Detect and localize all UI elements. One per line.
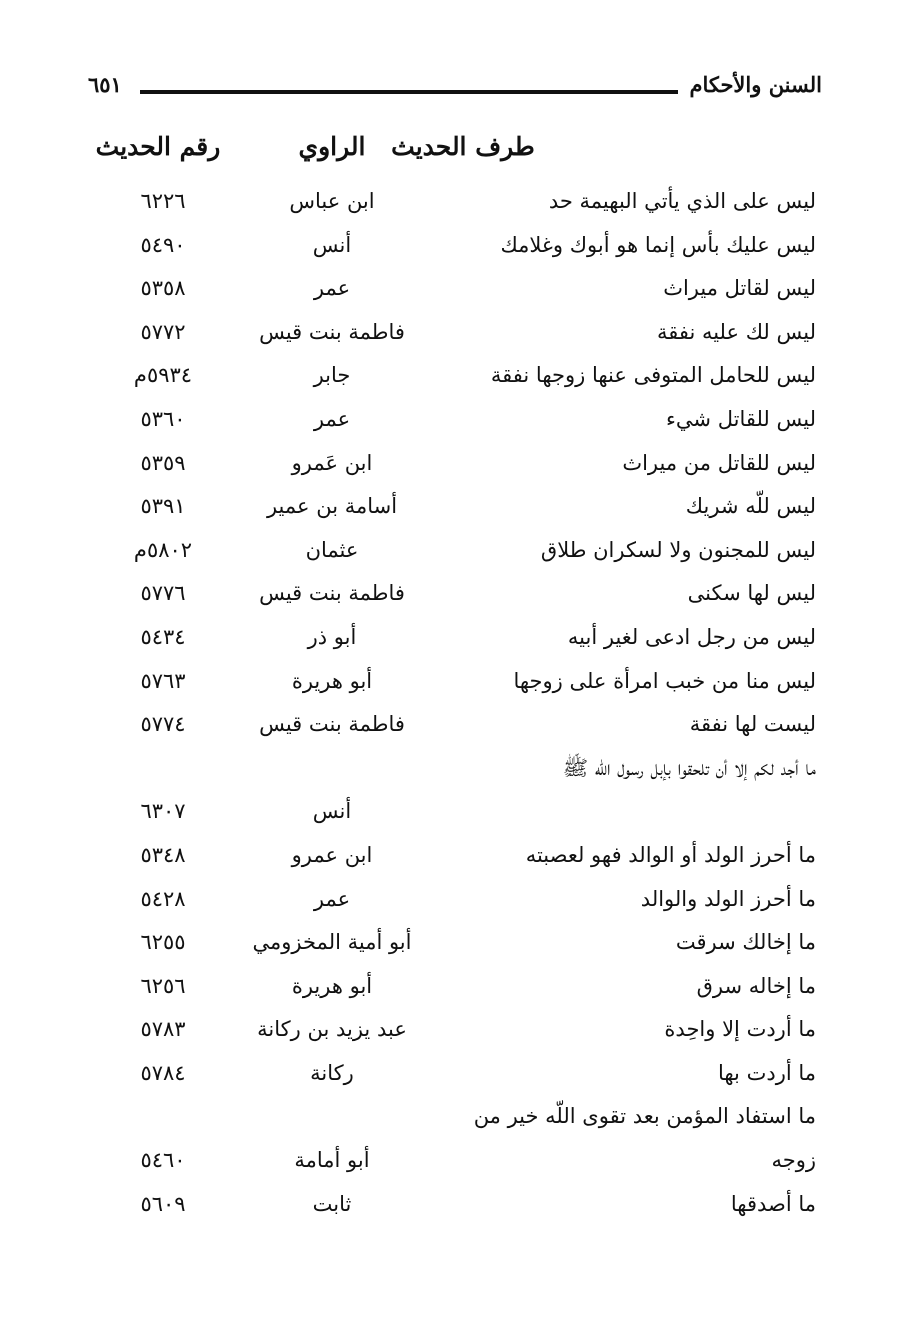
hadith-text: ما إخاله سرق	[696, 973, 816, 998]
table-row	[88, 1095, 822, 1182]
hadith-number: ٥٣٤٨	[140, 842, 186, 867]
narrator-name: فاطمة بنت قيس	[259, 581, 405, 606]
narrator-name: أسامة بن عمير	[266, 494, 398, 519]
hadith-number: ٥٧٧٤	[140, 712, 186, 737]
hadith-number: ٥٨٠٢م	[133, 537, 193, 562]
hadith-number: ٥٧٦٣	[140, 668, 186, 693]
narrator-name: عمر	[313, 886, 351, 911]
table-row	[88, 1052, 822, 1096]
hadith-text: ما إخالك سرقت	[675, 930, 816, 955]
hadith-text: ليس عليك بأس إنما هو أبوك وغلامك	[500, 232, 816, 257]
page-header	[88, 68, 822, 108]
column-header-hadith-start: طرف الحديث	[391, 132, 535, 161]
hadith-number: ٦٢٢٦	[140, 189, 186, 213]
hadith-text: ليس لك عليه نفقة	[656, 319, 816, 344]
hadith-text: ليس لها سكنى	[687, 581, 816, 606]
hadith-text: ليس للقاتل شيء	[666, 406, 816, 431]
hadith-text: ما أردت إلا واحِدة	[664, 1017, 816, 1042]
table-row	[88, 921, 822, 965]
narrator-name: جابر	[313, 363, 351, 388]
hadith-number: ٥٣٥٩	[140, 450, 186, 475]
hadith-number: ٦٢٥٥	[140, 930, 186, 955]
narrator-name: أنس	[312, 799, 352, 824]
hadith-text: ما استفاد المؤمن بعد تقوى اللّه خير من زوجه	[473, 1104, 816, 1173]
table-row	[88, 180, 822, 224]
narrator-name: أبو هريرة	[291, 973, 373, 998]
book-title: السنن والأحكام	[689, 72, 822, 97]
table-row	[88, 616, 822, 660]
table-row	[88, 529, 822, 573]
narrator-name: فاطمة بنت قيس	[259, 712, 405, 737]
hadith-text: ما أحرز الولد والوالد	[640, 886, 816, 911]
narrator-name: عبد يزيد بن ركانة	[257, 1017, 407, 1042]
narrator-name: ابن عمرو	[291, 842, 373, 867]
table-row	[88, 1183, 822, 1227]
narrator-name: ركانة	[310, 1060, 354, 1085]
hadith-text: ليس من رجل ادعى لغير أبيه	[567, 624, 816, 649]
hadith-number: ٥٤٦٠	[140, 1148, 186, 1173]
table-row	[88, 1008, 822, 1052]
table-row	[88, 965, 822, 1009]
hadith-number: ٥٣٩١	[140, 494, 186, 519]
table-row	[88, 703, 822, 747]
hadith-text: ما أصدقها	[730, 1191, 816, 1216]
narrator-name: فاطمة بنت قيس	[259, 319, 405, 344]
hadith-text: ليس لقاتل ميراث	[663, 276, 816, 301]
hadith-number: ٦٢٥٦	[140, 973, 186, 998]
narrator-name: أنس	[312, 232, 352, 257]
table-row	[88, 311, 822, 355]
hadith-text: ليس للحامل المتوفى عنها زوجها نفقة	[490, 363, 816, 388]
narrator-name: عمر	[313, 276, 351, 301]
narrator-name: ابن عباس	[289, 189, 375, 213]
hadith-number: ٥٧٨٤	[140, 1060, 186, 1085]
column-header-hadith-number: رقم الحديث	[95, 132, 221, 161]
hadith-text: ليس منا من خبب امرأة على زوجها	[513, 668, 816, 693]
narrator-name: أبو هريرة	[291, 668, 373, 693]
header-rule	[140, 90, 678, 94]
hadith-number: ٥٩٣٤م	[133, 363, 193, 388]
hadith-number: ٥٤٣٤	[140, 624, 186, 649]
hadith-text: ما أحرز الولد أو الوالد فهو لعصبته	[525, 842, 816, 867]
hadith-text: ما أردت بها	[717, 1060, 816, 1085]
hadith-number: ٥٧٧٦	[140, 581, 186, 606]
narrator-name: ثابت	[312, 1191, 352, 1216]
narrator-name: عمر	[313, 406, 351, 431]
table-row	[88, 572, 822, 616]
page-number: ٦٥١	[88, 72, 122, 97]
hadith-number: ٦٣٠٧	[140, 799, 186, 824]
hadith-number: ٥٦٠٩	[140, 1191, 186, 1216]
hadith-number: ٥٤٢٨	[140, 886, 186, 911]
narrator-name: عثمان	[305, 537, 359, 562]
hadith-index-list	[88, 180, 822, 1226]
column-header-narrator: الراوي	[298, 132, 366, 161]
table-row	[88, 660, 822, 704]
table-row	[88, 878, 822, 922]
hadith-text: ليست لها نفقة	[689, 712, 816, 737]
hadith-number: ٥٧٨٣	[140, 1017, 186, 1042]
table-row	[88, 834, 822, 878]
hadith-number: ٥٧٧٢	[140, 319, 186, 344]
hadith-number: ٥٣٥٨	[140, 276, 186, 301]
narrator-name: أبو أمية المخزومي	[252, 930, 412, 955]
narrator-name: أبو أمامة	[294, 1148, 370, 1173]
hadith-text: ليس للقاتل من ميراث	[622, 450, 816, 475]
hadith-number: ٥٤٩٠	[140, 232, 186, 257]
hadith-number: ٥٣٦٠	[140, 406, 186, 431]
hadith-text: ليس للمجنون ولا لسكران طلاق	[540, 537, 816, 562]
hadith-text: ما أجد لكم إلا أن تلحقوا بإبل رسول اللّه ﷺ	[562, 755, 816, 780]
hadith-text: ليس للّه شريك	[685, 494, 816, 519]
narrator-name: ابن عَمرو	[291, 450, 373, 475]
table-row	[88, 267, 822, 311]
table-row	[88, 224, 822, 268]
hadith-text: ليس على الذي يأتي البهيمة حد	[548, 189, 816, 213]
table-row	[88, 747, 822, 834]
table-row	[88, 354, 822, 398]
narrator-name: أبو ذر	[307, 624, 357, 649]
table-row	[88, 442, 822, 486]
table-row	[88, 398, 822, 442]
table-row	[88, 485, 822, 529]
